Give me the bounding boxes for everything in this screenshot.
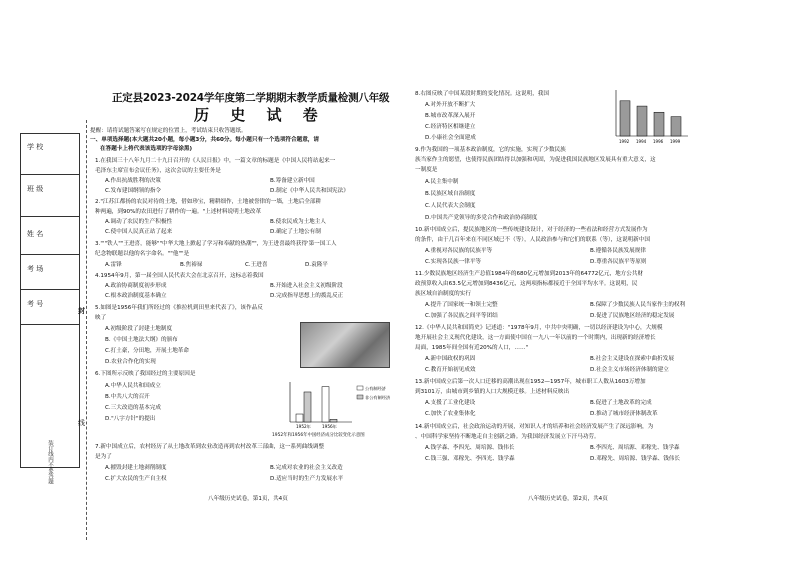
- exam-subtitle: 历 史 试 卷: [194, 106, 326, 124]
- q10-option-c: C.实现各民族一律平等: [425, 259, 482, 265]
- q9-text: 9.作为我国的一项基本政治制度，它的实施，实现了少数民族: [415, 147, 566, 153]
- cut-line: [86, 120, 87, 540]
- footer-page-1: 八年级历史试卷，第1页，共4页: [208, 496, 288, 502]
- q8-option-b: B.城市改革深入展开: [425, 113, 476, 119]
- q13-option-a: A.支援了工业化建设: [425, 400, 476, 406]
- x-tick-1956: 1956年: [322, 424, 337, 429]
- q1-option-b: B.筹备建立新中国: [270, 178, 315, 184]
- q4-text: 4.1954年9月，第一届全国人民代表大会在北京召开，这标志着我国: [95, 273, 264, 279]
- q11-option-b: B.保障了少数民族人民当家作主的权利: [590, 302, 686, 308]
- x-tick-1999: 1999: [670, 139, 681, 144]
- legend-swatch-private: [357, 395, 363, 399]
- q7-option-b: B.完成对农业的社会主义改造: [270, 465, 343, 471]
- room-label: 考 场: [27, 265, 44, 273]
- bar-1992: [620, 101, 630, 136]
- bar-1952年-公有制经济: [296, 414, 303, 422]
- q5-option-c: C.打土豪，分田地，开展土地革命: [105, 348, 189, 354]
- seal-mark: 封: [78, 307, 85, 315]
- section-heading-2: 在答题卡上将代表该选项的字母涂黑): [100, 146, 193, 152]
- q9-option-a: A.民主集中制: [425, 179, 459, 185]
- bar-1999: [671, 117, 681, 136]
- q2-text-2: 种两遍，到90%的农田进行了耕作的一遍。"上述材料说明土地改革: [95, 209, 262, 215]
- chart1-caption: 1952年和1956年中国经济成分比较变化示意图: [272, 433, 365, 438]
- q3-option-d: D.袁隆平: [305, 262, 328, 268]
- q14-option-b: B.李四光、周培源、邓稼先、钱学森: [590, 445, 680, 451]
- x-tick-1994: 1994: [636, 139, 647, 144]
- q5-text-2: 映了: [95, 315, 107, 321]
- q4-option-a: A.政治协商制度初步形成: [105, 283, 167, 289]
- q3-option-b: B.焦裕禄: [180, 262, 203, 268]
- q2-text: 2."江苏江都扬的农民对待的土地，借如珍宝，精耕细作，土地被誉律的一墙，土地后全部耕: [95, 199, 322, 205]
- q3-option-a: A.雷锋: [105, 262, 122, 268]
- q10-option-d: D.尊重各民族平等原则: [590, 259, 647, 265]
- bar-1952年-非公有制经济: [304, 392, 311, 422]
- q11-text-3: 族区域自治制度的实行: [415, 291, 471, 297]
- q3-text-2: 纪念物联题以他的名字命名。""他""是: [95, 251, 190, 257]
- q7-option-a: A.摧毁封建土地剥削制度: [105, 465, 167, 471]
- q12-text: 12.《中华人民共和国简史》记述道："1978年9月，中共中央明确，一切以经济建设为中心，大规模: [415, 325, 663, 331]
- x-tick-1996: 1996: [653, 139, 664, 144]
- q9-option-d: D.中国共产党领导的多党合作和政治协商制度: [425, 215, 538, 221]
- q13-option-c: C.加快了农业集体化: [425, 411, 476, 417]
- q1-option-c: C.发布建国纲领的指令: [105, 188, 162, 194]
- q5-option-a: A.初级阶段了封建土地制度: [105, 326, 173, 332]
- q1-text: 1.在我国三十八年九月二十九日召开的《人民日报》中，一篇文章的标题是《中国人民将站起来一: [95, 158, 336, 164]
- x-tick-1992: 1992: [619, 139, 630, 144]
- q9-option-b: B.民族区域自治制度: [425, 191, 476, 197]
- q12-option-d: D.社会主义市场经济体制的建立: [590, 367, 669, 373]
- binding-strip: [20, 133, 80, 468]
- q9-option-c: C.人民代表大会制度: [425, 203, 476, 209]
- q5-text: 5.如图是1956年我们所经过的《推拉机到田里来代表了》，该作品反: [95, 305, 263, 311]
- section-heading: 一、单项选择题(本大题共20小题，每小题3分，共60分。每小题只有一个选项符合题意，请: [90, 137, 319, 143]
- legend-private: 非公有制经济: [365, 395, 391, 400]
- q14-text-2: 、中国科学家坚持不断地走自主创新之路。为我国经济发展立下汗马功劳。: [415, 434, 600, 440]
- line-mark: 线: [78, 419, 85, 427]
- exam-title: 正定县2023-2024学年度第二学期期末教学质量检测八年级: [112, 92, 390, 104]
- q1-text-2: 毛泽东主席宣布会议任务》，这次会议的主要任务是: [95, 168, 221, 174]
- q7-option-d: D.适应当时的生产力发展水平: [270, 476, 344, 482]
- q14-text: 14.新中国成立后，社会政治运动的开展，对知识人才的培养和社会经济发展产生了深远影响，为: [415, 424, 654, 430]
- q3-text: 3."'"铁人""王进喜，能够""中华大地上掀起了学习和奉献的热潮""，为王进喜最终获得'第一国工人: [95, 241, 337, 247]
- q11-text-2: 政预算收入由63.5亿元增加到8436亿元，这两项指标都接近于全国平均水平。这说明，民: [415, 281, 638, 287]
- name-label: 姓 名: [27, 230, 44, 238]
- q13-text-2: 到3101万，由城市到乡镇的人口大规模迁移。上述材料反映出: [415, 389, 570, 395]
- bar-1956年-公有制经济: [322, 387, 329, 422]
- q9-text-2: 族当家作主的愿望，也使得民族团结得以加强和巩固，为促进我国民族地区发展具有重大意义，这: [415, 157, 656, 163]
- q12-text-3: 局面，1985年间全国有近20%的人口，……": [415, 345, 529, 351]
- q5-option-d: D.农业合作化的实现: [105, 359, 156, 365]
- q7-option-c: C.扩大农民的生产自主权: [105, 476, 167, 482]
- q14-option-c: C.钱三强、邓稼先、李四光、钱学森: [425, 456, 515, 462]
- q2-option-d: D.确定了土地公有制: [270, 229, 321, 235]
- q8-text: 8.右图反映了中国某段时期的变化情况。这说明，我国: [415, 91, 549, 97]
- legend-public: 公有制经济: [365, 386, 386, 391]
- x-tick-1952: 1952年: [296, 424, 311, 429]
- q3-option-c: C.王进喜: [245, 262, 268, 268]
- bar-1956年-非公有制经济: [330, 419, 337, 422]
- footer-page-2: 八年级历史试卷，第2页，共4页: [528, 496, 608, 502]
- q11-option-d: D.促进了民族地区经济的稳定发展: [590, 313, 675, 319]
- q4-option-d: D.完成指导思想上的拨乱反正: [270, 293, 344, 299]
- economy-bar-chart: [282, 378, 392, 430]
- q6-option-a: A.中华人民共和国成立: [105, 383, 161, 389]
- legend-swatch-public: [357, 386, 363, 390]
- q2-option-c: C.使中国人民真正站了起来: [105, 229, 173, 235]
- q4-option-c: C.根本政治制度基本确立: [105, 293, 167, 299]
- q12-option-b: B.社会主义建设在探索中曲折发展: [590, 356, 674, 362]
- q2-option-b: B.使农民成为土地主人: [270, 219, 326, 225]
- q12-option-c: C.教育开始初见成效: [425, 367, 476, 373]
- q14-option-a: A.钱学森、李四光、周培源、钱伟长: [425, 445, 515, 451]
- q6-text: 6.下图所示反映了我国经过的主要原因是: [95, 371, 196, 377]
- q11-option-c: C.加强了各民族之间平等团结: [425, 313, 498, 319]
- q1-option-a: A.作出抗战胜利的决策: [105, 178, 161, 184]
- bar-1996: [654, 112, 664, 136]
- q2-option-a: A.调动了农民的生产积极性: [105, 219, 173, 225]
- q13-option-b: B.促进了土地改革的完成: [590, 400, 652, 406]
- q8-option-d: D.小康社会全面建成: [425, 135, 476, 141]
- binding-note: 装订线内不要答题: [47, 440, 53, 484]
- q13-option-d: D.推动了城市经济体制改革: [590, 411, 658, 417]
- school-label: 学 校: [27, 143, 44, 151]
- q8-option-a: A.对外开放不断扩大: [425, 102, 476, 108]
- q6-option-c: C.三大改造的基本完成: [105, 405, 162, 411]
- q12-text-2: 地开展社会主义现代化建设，这一方面使中国在一九八一年以前的一个时期内，出现新的经济增长: [415, 335, 656, 341]
- q12-option-a: A.新中国政权的巩固: [425, 356, 476, 362]
- trend-bar-chart: [612, 88, 690, 148]
- q10-text-2: 的条件，由于几百年来在不同区域已不（等），人民政治参与和它们的联系（等），这说明新中国: [415, 237, 650, 243]
- bar-1994: [637, 106, 647, 136]
- q13-text: 13.新中国成立后第一次人口迁移的高潮出现在1952—1957年，城市职工人数从1603万增加: [415, 379, 646, 385]
- q4-option-b: B.开始进入社会主义初级阶段: [270, 283, 343, 289]
- q7-text-2: 是为了: [95, 454, 112, 460]
- q10-option-a: A.重视对各民族的民族平等: [425, 248, 493, 254]
- q5-option-b: B.《中国土地法大纲》的颁布: [105, 337, 178, 343]
- q10-option-b: B.遵循各民族发展规律: [590, 248, 646, 254]
- q8-option-c: C.经济特区相继建立: [425, 124, 476, 130]
- q14-option-d: D.邓稼先、周培源、钱学森、钱伟长: [590, 456, 680, 462]
- q11-option-a: A.提升了国家统一和领土完整: [425, 302, 498, 308]
- notice: 提醒：请将试题答案写在规定的位置上，考试结束只收答题纸。: [90, 128, 247, 134]
- number-label: 考 号: [27, 300, 44, 308]
- q6-option-b: B.中共八大的召开: [105, 394, 150, 400]
- q10-text: 10.新中国成立后，提民族地区的一些传统建设设计，对于经济的一些看法和经营方式发展作为: [415, 227, 648, 233]
- class-label: 班 级: [27, 185, 44, 193]
- q1-option-d: D.制定《中华人民共和国宪法》: [270, 188, 349, 194]
- q7-text: 7.新中国成立后，农村经历了从土地改革到农业改造再到农村改革三部曲，这一系列曲线调整: [95, 444, 325, 450]
- painting-image: [300, 322, 390, 368]
- q9-text-3: 一制度是: [415, 167, 438, 173]
- q11-text: 11.少数民族地区经济生产总值1984年的680亿元增加到2013年的64772亿元，地方公共财: [415, 271, 644, 277]
- q6-option-d: D."八字方针"的提出: [105, 416, 156, 422]
